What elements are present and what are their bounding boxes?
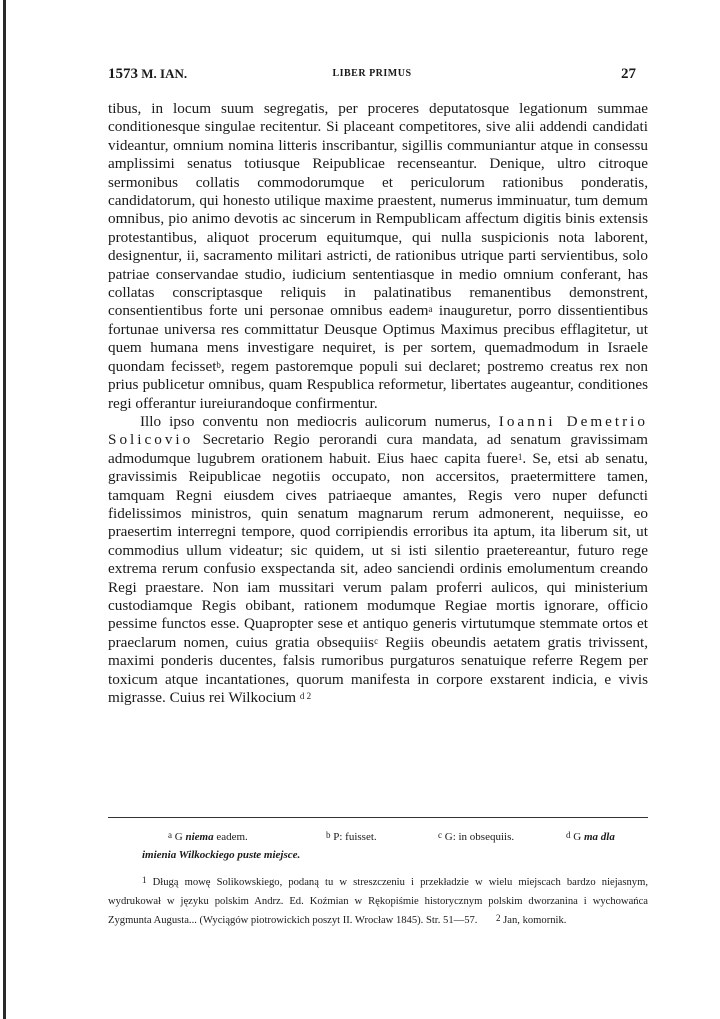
note-a-mark: a [168, 830, 172, 840]
header-title: LIBER PRIMUS [332, 68, 412, 79]
paragraph-2-text-c: . Se, etsi ab senatu, gravissimis Reipublicae negotiis occupato, non accersitos, praetermittere tamen, tamquam Regni eiusdem cives patriaeque amantes, Regis vero nuper defuncti fidelissimos ministros, quin senatum magnarum rerum admonerent, nequiisse, eo praesertim interregni tempore, quod corripiendis erroribus ita aptum, ita liberum sit, ut commodius ullum videatur; sic quidem, ut si isti silentio praetereantur, futuro rege extrema rerum confusio exspectanda sit, adeo sanciendi ordinis emolumentum creando Regi praestare. Non iam mussitari verum palam proferri aulicos, qui ministerium custodiamque Regis obibant, rationem modumque Regiae mortis ignorare, officio pessime functos esse. Quapropter sese et antiquo generis virtutumque stemmate ortos et praeclarum nomen, cuius gratia obsequiis [108, 449, 648, 651]
textual-note-a [168, 828, 248, 846]
paragraph-1-text-c: , regem pastoremque populi sui declaret; postremo creatus rex non prius publicetur omnibus, quam Respublica reformetur, libertates augeantur, conditiones regi offerantur iureiurandoque confirmentur. [108, 357, 648, 412]
header-month: M. IAN. [141, 66, 188, 81]
paragraph-2-text-b: Secretario Regio perorandi cura mandata, ad senatum gravissimam admodumque lugubrem orationem habuit. Eius haec capita fuere [108, 431, 648, 467]
note-c-text: G: in obsequiis. [444, 831, 515, 843]
note-1-text: Długą mowę Solikowskiego, podaną tu w streszczeniu i przekładzie w wielu miejscach bardzo niejasnym, wydrukował w języku polskim Andrz. Ed. Koźmian w Rękopiśmie historycznym polskim dworzanina i wychowańca Zygmunta Augusta... (Wyciągów piotrowickich poszyt II. Wrocław 1845). Str. 51—57. [108, 877, 648, 926]
note-ref-b: b [216, 359, 221, 370]
note-a-italic: niema [185, 831, 214, 843]
paragraph-2-text-d: Regiis obeundis aetatem gratis trivissent, maximi ponderis ducentes, falsis rumoribus purgaturos senatuique referre Regem per toxicum atque incantationes, quorum manifesta in corpore exstarent indicia, e vivis migrasse. Cuius rei Wilkocium [108, 633, 648, 706]
paragraph-2 [108, 413, 648, 708]
note-b-text: P: fuisset. [333, 831, 377, 843]
note-ref-d2: d 2 [299, 691, 312, 701]
note-1-mark: 1 [142, 875, 147, 885]
main-text [108, 100, 648, 707]
page-number: 27 [621, 66, 636, 82]
explanatory-note-1 [108, 873, 648, 930]
note-ref-c: c [374, 635, 379, 646]
note-2-text: Jan, komornik. [503, 915, 567, 926]
note-d-mark: d [566, 830, 571, 840]
note-a-text: eadem. [216, 831, 248, 843]
note-ref-a: a [428, 304, 433, 315]
running-header [108, 66, 636, 86]
note-d-italic-cont: imienia Wilkockiego puste miejsce. [142, 849, 301, 861]
note-c-mark: c [438, 830, 442, 840]
textual-notes [108, 828, 648, 864]
paragraph-1 [108, 100, 648, 413]
header-year: 1573 [108, 66, 138, 82]
note-a-label: G [174, 831, 183, 843]
note-2-mark: 2 [496, 913, 501, 923]
paragraph-2-text: Illo ipso conventu non mediocris aulicorum numerus, [140, 412, 499, 430]
textual-note-d [566, 828, 615, 846]
textual-note-b [326, 828, 377, 846]
note-d-label: G [573, 831, 582, 843]
textual-note-c [438, 828, 514, 846]
person-name: Ioanni Demetrio Solicovio [108, 412, 648, 449]
paragraph-1-text: tibus, in locum suum segregatis, per proceres deputatosque legationum summae conditionesque singulae recitentur. Si placeant competitores, sive alii addendi candidati videantur, omnium nomina litteris inscribantur, sigillis communiantur atque in consessu amplissimi senatus totiusque Reipublicae recenseantur. Denique, ultro citroque sermonibus collatis commodorumque et periculorum rationibus ponderatis, candidatorum, qui honesto utilique maxime praestent, numerus imminuatur, tum demum omnibus, pio animo devotis ac sincerum in Rempublicam affectum digitis binis extensis protestantibus, aliquot procerum equitumque, qui nulla suspicionis nota laborent, designentur, ii, sacramento militari astricti, de rationibus utrique parti servientibus, solo patriae conservandae studio, iudicium sententiasque in medio omnium conferant, has collatas conscriptasque reliquis in palatinatibus remanentibus demonstrent, consentientibus forte uni personae omnibus eadem [108, 100, 648, 320]
explanatory-notes [108, 873, 648, 930]
textual-note-d-cont [142, 846, 300, 864]
footnote-divider [108, 817, 648, 818]
page-binding-edge [3, 0, 6, 1019]
paragraph-1-text-b: inauguretur, porro dissentientibus fortunae universa res committatur Deusque Optimus Maximus precibus efflagitetur, ut quem humana mens investigare nequiret, is per sortem, quemadmodum in Israele quondam fecisset [108, 302, 648, 375]
note-ref-1: 1 [517, 451, 523, 462]
note-d-italic: ma dla [583, 831, 615, 843]
note-b-mark: b [326, 830, 331, 840]
